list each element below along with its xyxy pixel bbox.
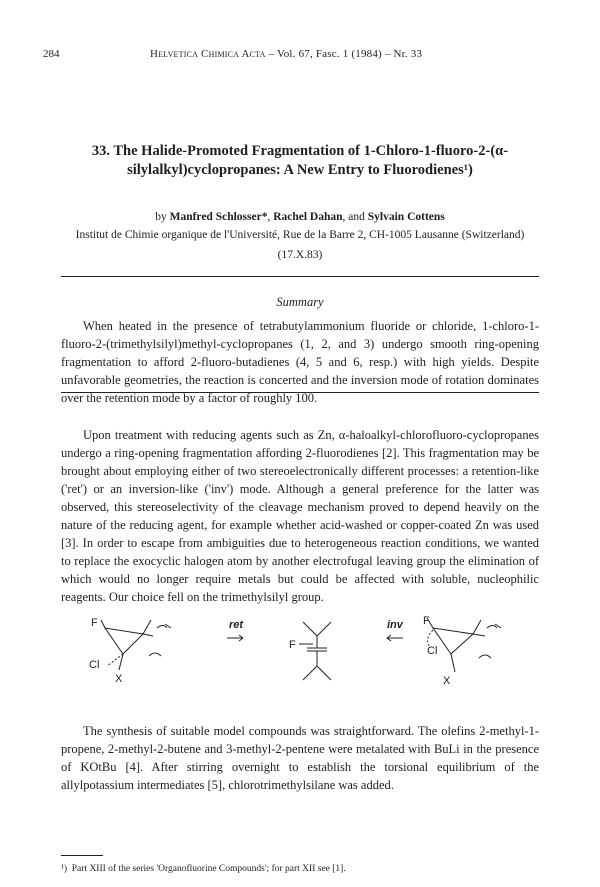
summary-bottom-rule xyxy=(61,392,539,393)
author-2: Rachel Dahan xyxy=(273,211,343,223)
right-atom-Cl: Cl xyxy=(427,645,438,657)
summary-heading: Summary xyxy=(276,295,324,309)
footnote xyxy=(61,864,539,874)
running-header xyxy=(150,48,422,60)
volume-info: – Vol. 67, Fasc. 1 (1984) – Nr. 33 xyxy=(268,48,423,60)
byline-prefix: by xyxy=(155,211,167,223)
received-date: (17.X.83) xyxy=(277,249,323,261)
left-atom-F: F xyxy=(91,617,98,629)
middle-atom-F: F xyxy=(289,639,296,651)
reaction-scheme xyxy=(61,614,539,704)
author-3: Sylvain Cottens xyxy=(367,211,445,223)
ret-label: ret xyxy=(229,619,244,631)
footnote-text: Part XIII of the series 'Organofluorine Compounds'; for part XII see [1]. xyxy=(71,864,346,874)
body-paragraph-1: Upon treatment with reducing agents such as Zn, α-haloalkyl-chlorofluoro-cyclopropanes undergo a ring-opening fragmentation affording 2-fluorodienes [2]. This fragmentation may be brought about employing either of two stereoelectronically different processes: a retention-like ('ret') or an inversion-like ('inv') mode. Although a general preference for the latter was observed, this stereoselectivity of the cleavage mechanism proved to depend heavily on the nature of the reducing agent, for example whether acid-washed or copper-coated Zn was used [3]. In order to escape from ambiguities due to heterogeneous reaction conditions, we wanted to replace the exocyclic halogen atom by another electrofugal leaving group the elimination of which would no longer require metals but could be affected with soluble, nucleophilic reagents. Our choice fell on the trimethylsilyl group. xyxy=(61,428,539,604)
body-paragraph-2: The synthesis of suitable model compounds was straightforward. The olefins 2-methyl-1-propene, 2-methyl-2-butene and 3-methyl-2-pentene were metalated with BuLi in the presence of KOtBu [4]. After stirring overnight to establish the torsional equilibrium of the allylpotassium intermediates [5], chlorotrimethylsilane was added. xyxy=(61,724,539,792)
right-atom-X: X xyxy=(443,675,451,687)
inv-label: inv xyxy=(387,619,403,631)
article-title: 33. The Halide-Promoted Fragmentation of 1-Chloro-1-fluoro-2-(α-silylalkyl)cyclopropanes: A New Entry to Fluorodienes¹) xyxy=(91,143,509,178)
page-number: 284 xyxy=(43,48,60,60)
left-atom-Cl: Cl xyxy=(89,659,100,671)
author-1: Manfred Schlosser* xyxy=(169,211,268,223)
right-atom-F: F xyxy=(423,615,430,627)
summary-text: When heated in the presence of tetrabutylammonium fluoride or chloride, 1-chloro-1-fluoro-2-(trimethylsilyl)methyl-cyclopropanes (1, 2, and 3) undergo smooth ring-opening fragmentation to afford 2-fluoro-butadienes (4, 5 and 6, resp.) with high yields. Despite unfavorable geometries, the reaction is concerted and the inversion mode of rotation dominates over the retention mode by a factor of roughly 100. xyxy=(61,319,539,405)
left-cyclopropane-ring xyxy=(105,628,143,654)
author-and: and xyxy=(348,211,365,223)
footnote-rule xyxy=(61,855,103,856)
summary-top-rule xyxy=(61,276,539,277)
affiliation: Institut de Chimie organique de l'Université, Rue de la Barre 2, CH-1005 Lausanne (Switzerland) xyxy=(75,229,525,241)
journal-name: Helvetica Chimica Acta xyxy=(150,48,266,60)
footnote-marker: ¹) xyxy=(61,864,68,874)
right-cyclopropane-ring xyxy=(433,628,473,654)
author-line: by Manfred Schlosser*, Rachel Dahan, and Sylvain Cottens xyxy=(155,211,445,223)
left-atom-X: X xyxy=(115,673,123,685)
